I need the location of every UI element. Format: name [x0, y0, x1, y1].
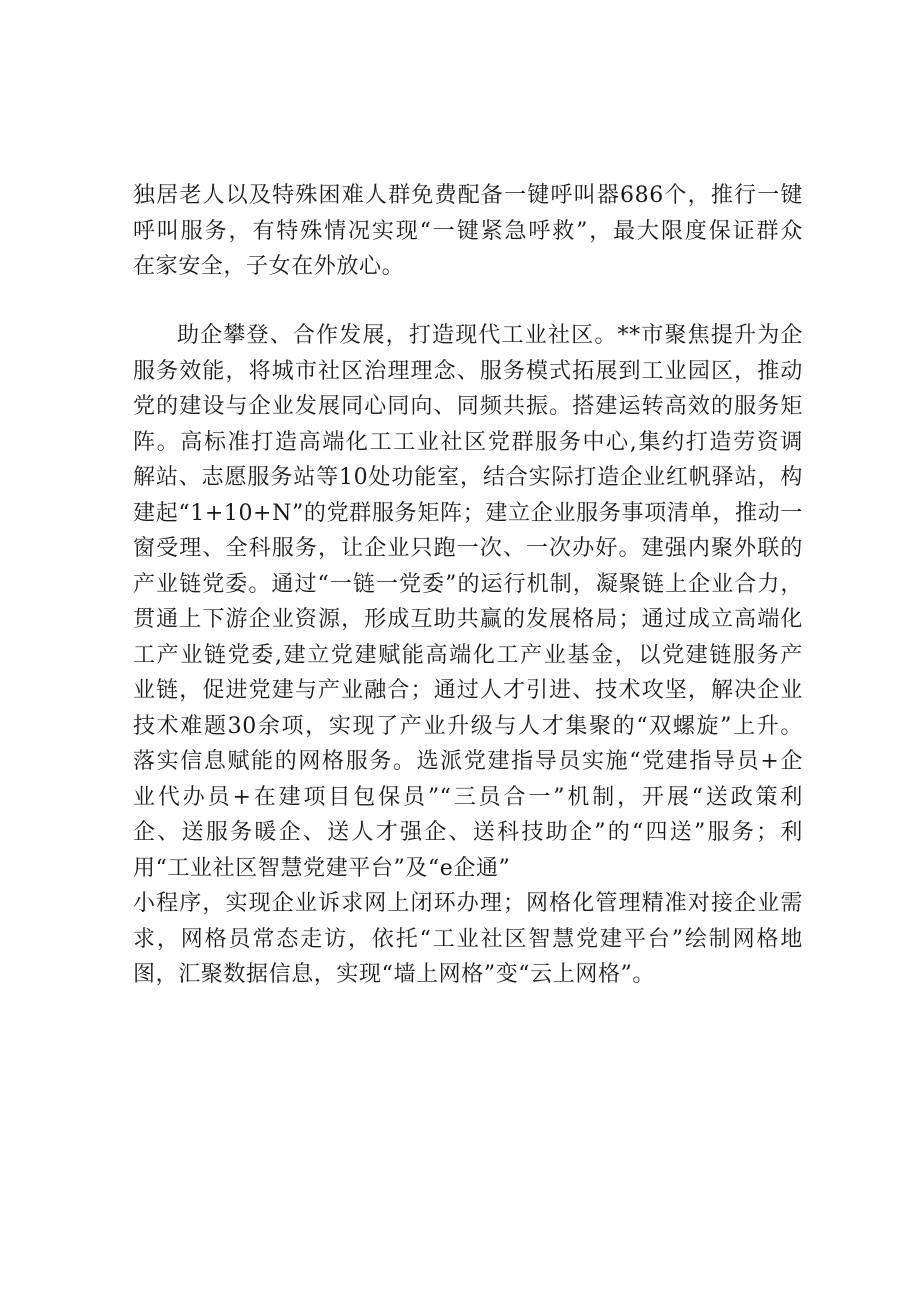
paragraph-line: 业链，促进党建与产业融合；通过人才引进、技术攻坚，解决企业: [133, 678, 803, 703]
paragraph-line: 业代办员+在建项目包保员”“三员合一”机制，开展“送政策利: [133, 784, 803, 810]
paragraph-line: 贯通上下游企业资源，形成互助共赢的发展格局；通过成立高端化: [133, 607, 803, 632]
paragraph-line: 党的建设与企业发展同心同向、同频共振。搭建运转高效的服务矩: [133, 394, 803, 419]
paragraph-line: 用“工业社区智慧党建平台”及“e企通”: [133, 855, 511, 881]
paragraph-line: 在家安全，子女在外放心。: [133, 254, 405, 279]
paragraph-line: 解站、志愿服务站等10处功能室，结合实际打造企业红帆驿站，构: [133, 465, 803, 490]
paragraph-industrial-community: [133, 318, 803, 993]
paragraph-line: 图，汇聚数据信息，实现“墙上网格”变“云上网格”。: [133, 962, 655, 987]
paragraph-line: 小程序，实现企业诉求网上闭环办理；网格化管理精准对接企业需: [133, 891, 803, 916]
paragraph-line: 企、送服务暖企、送人才强企、送科技助企”的“四送”服务；利: [133, 820, 803, 845]
paragraph-elderly-call-service: [133, 178, 803, 285]
paragraph-line: 落实信息赋能的网格服务。选派党建指导员实施“党建指导员+企: [133, 749, 803, 774]
paragraph-line: 求，网格员常态走访，依托“工业社区智慧党建平台”绘制网格地: [133, 926, 803, 952]
paragraph-line: 产业链党委。通过“一链一党委”的运行机制，凝聚链上企业合力，: [133, 571, 803, 597]
paragraph-line: 建起“1+10+N”的党群服务矩阵；建立企业服务事项清单，推动一: [133, 500, 803, 526]
paragraph-line: 呼叫服务，有特殊情况实现“一键紧急呼救”，最大限度保证群众: [133, 218, 803, 244]
paragraph-line: 技术难题30余项，实现了产业升级与人才集聚的“双螺旋”上升。: [133, 713, 803, 739]
paragraph-line: 窗受理、全科服务，让企业只跑一次、一次办好。建强内聚外联的: [133, 536, 803, 561]
paragraph-line: 助企攀登、合作发展，打造现代工业社区。**市聚焦提升为企: [177, 323, 803, 348]
paragraph-line: 服务效能，将城市社区治理理念、服务模式拓展到工业园区，推动: [133, 358, 803, 384]
paragraph-line: 工产业链党委,建立党建赋能高端化工产业基金，以党建链服务产: [133, 642, 803, 668]
paragraph-line: 阵。高标准打造高端化工工业社区党群服务中心,集约打造劳资调: [133, 429, 803, 455]
paragraph-line: 独居老人以及特殊困难人群免费配备一键呼叫器686个，推行一键: [133, 183, 803, 208]
